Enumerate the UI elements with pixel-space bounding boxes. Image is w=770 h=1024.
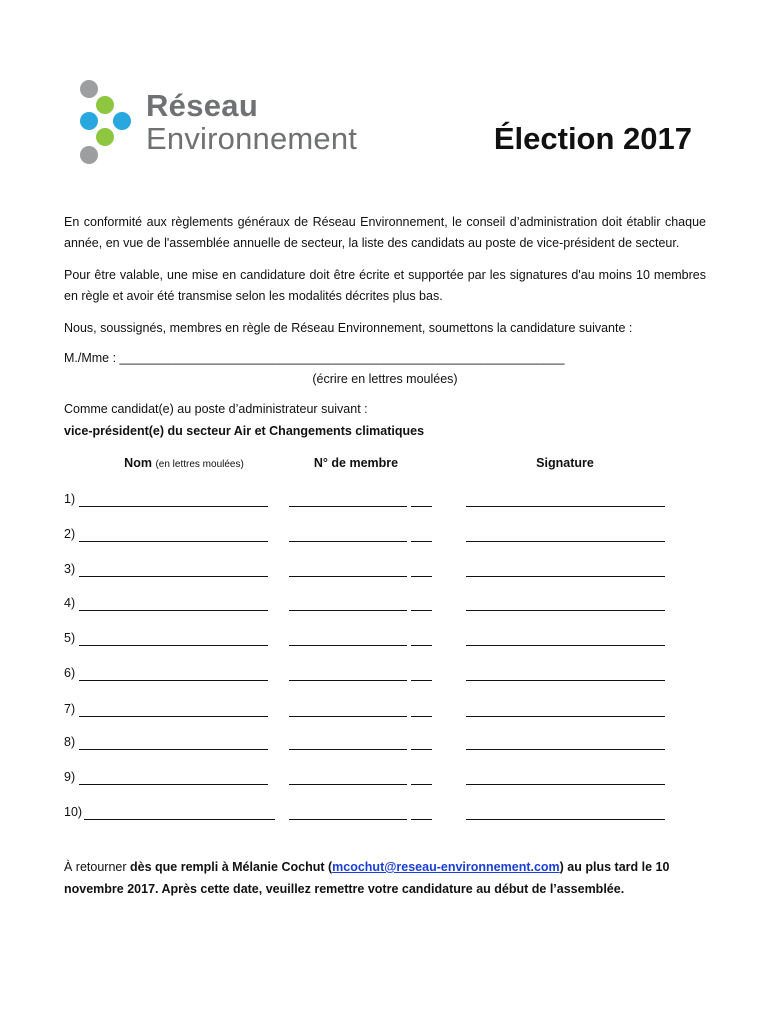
return-instructions bbox=[64, 856, 684, 900]
position-intro: Comme candidat(e) au poste d’administrateur suivant : bbox=[64, 402, 368, 416]
brand-logo-text bbox=[146, 90, 357, 154]
signature-line[interactable] bbox=[466, 610, 665, 611]
signature-line[interactable] bbox=[466, 819, 665, 820]
member-number-suffix-line[interactable] bbox=[411, 716, 432, 717]
contact-email-link[interactable]: mcochut@reseau-environnement.com bbox=[332, 860, 560, 874]
logo-dot-gray-bottom bbox=[80, 146, 98, 164]
name-line[interactable] bbox=[79, 680, 268, 681]
name-line[interactable] bbox=[79, 541, 268, 542]
brand-name-line2: Environnement bbox=[146, 121, 358, 156]
row-number: 9) bbox=[64, 770, 76, 784]
member-number-line[interactable] bbox=[289, 610, 407, 611]
brand-name-line1: Réseau bbox=[146, 88, 259, 123]
row-number: 10) bbox=[64, 805, 83, 819]
signature-row bbox=[64, 702, 674, 722]
name-line[interactable] bbox=[79, 610, 268, 611]
signature-line[interactable] bbox=[466, 576, 665, 577]
member-number-suffix-line[interactable] bbox=[411, 645, 432, 646]
name-line[interactable] bbox=[79, 749, 268, 750]
return-prefix: À retourner bbox=[64, 860, 131, 874]
signature-row bbox=[64, 805, 674, 825]
member-number-line[interactable] bbox=[289, 819, 407, 820]
logo-dot-blue-right bbox=[113, 112, 131, 130]
row-number: 7) bbox=[64, 702, 76, 716]
position-name: vice-président(e) du secteur Air et Changements climatiques bbox=[64, 424, 425, 438]
page-title: Élection 2017 bbox=[493, 121, 692, 156]
member-number-suffix-line[interactable] bbox=[411, 784, 432, 785]
row-number: 5) bbox=[64, 631, 76, 645]
row-number: 1) bbox=[64, 492, 76, 506]
signature-line[interactable] bbox=[466, 749, 665, 750]
return-recipient: dès que rempli à Mélanie Cochut ( bbox=[130, 860, 333, 874]
member-number-suffix-line[interactable] bbox=[411, 541, 432, 542]
return-deadline: ) au plus tard le 10 novembre 2017. Après cette date, veuillez remettre votre candidature au début de l’assemblée. bbox=[64, 860, 670, 896]
name-line[interactable] bbox=[79, 576, 268, 577]
name-line[interactable] bbox=[79, 506, 268, 507]
intro-paragraph-3: Nous, soussignés, membres en règle de Réseau Environnement, soumettons la candidature suivante : bbox=[64, 321, 633, 335]
column-header-signature: Signature bbox=[536, 456, 594, 470]
column-header-member-number: N° de membre bbox=[313, 456, 399, 470]
signature-row bbox=[64, 492, 674, 512]
name-line[interactable] bbox=[84, 819, 275, 820]
row-number: 2) bbox=[64, 527, 76, 541]
member-number-suffix-line[interactable] bbox=[411, 749, 432, 750]
intro-paragraph-1: En conformité aux règlements généraux de Réseau Environnement, le conseil d’administration doit établir chaque année, en vue de l'assemblée annuelle de secteur, la liste des candidats au poste de vice-président de secteur. bbox=[64, 215, 706, 250]
signature-row bbox=[64, 631, 674, 651]
signature-row bbox=[64, 735, 674, 755]
name-line[interactable] bbox=[79, 716, 268, 717]
member-number-line[interactable] bbox=[289, 506, 407, 507]
intro-paragraph-2: Pour être valable, une mise en candidature doit être écrite et supportée par les signatures d'au moins 10 membres en règle et avoir été transmise selon les modalités décrites plus bas. bbox=[64, 268, 706, 303]
signature-row bbox=[64, 527, 674, 547]
signature-row bbox=[64, 770, 674, 790]
member-number-suffix-line[interactable] bbox=[411, 576, 432, 577]
logo-dot-green-top bbox=[96, 96, 114, 114]
row-number: 3) bbox=[64, 562, 76, 576]
signature-row bbox=[64, 562, 674, 582]
signature-line[interactable] bbox=[466, 716, 665, 717]
name-line[interactable] bbox=[79, 645, 268, 646]
signature-row bbox=[64, 666, 674, 686]
logo-dot-green-bottom bbox=[96, 128, 114, 146]
column-header-name bbox=[64, 456, 304, 470]
row-number: 6) bbox=[64, 666, 76, 680]
signature-line[interactable] bbox=[466, 680, 665, 681]
member-number-suffix-line[interactable] bbox=[411, 610, 432, 611]
member-number-line[interactable] bbox=[289, 749, 407, 750]
column-header-name-note: (en lettres moulées) bbox=[155, 459, 244, 470]
member-number-line[interactable] bbox=[289, 576, 407, 577]
column-header-name-label: Nom bbox=[124, 456, 152, 470]
member-number-line[interactable] bbox=[289, 784, 407, 785]
member-number-line[interactable] bbox=[289, 645, 407, 646]
row-number: 8) bbox=[64, 735, 76, 749]
member-number-line[interactable] bbox=[289, 680, 407, 681]
member-number-line[interactable] bbox=[289, 716, 407, 717]
signature-line[interactable] bbox=[466, 541, 665, 542]
logo-dot-blue-left bbox=[80, 112, 98, 130]
candidate-name-caption: (écrire en lettres moulées) bbox=[312, 372, 458, 386]
row-number: 4) bbox=[64, 596, 76, 610]
reseau-logo-icon bbox=[78, 78, 134, 170]
member-number-suffix-line[interactable] bbox=[411, 506, 432, 507]
member-number-suffix-line[interactable] bbox=[411, 819, 432, 820]
logo-dot-gray-top bbox=[80, 80, 98, 98]
signature-line[interactable] bbox=[466, 784, 665, 785]
candidate-name-field[interactable]: M./Mme : ________________________________________________________________ bbox=[64, 351, 565, 365]
signature-line[interactable] bbox=[466, 645, 665, 646]
member-number-line[interactable] bbox=[289, 541, 407, 542]
signature-row bbox=[64, 596, 674, 616]
name-line[interactable] bbox=[79, 784, 268, 785]
signature-line[interactable] bbox=[466, 506, 665, 507]
member-number-suffix-line[interactable] bbox=[411, 680, 432, 681]
